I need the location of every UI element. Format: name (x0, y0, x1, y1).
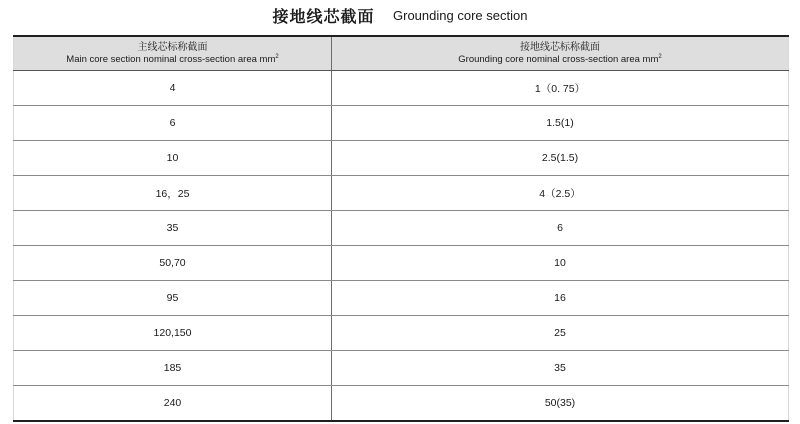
table-row (14, 106, 789, 141)
grounding-core-cell: 4（2.5） (332, 176, 789, 211)
header-main-core-english-text: Main core section nominal cross-section area mm (66, 53, 276, 65)
page-title-chinese: 接地线芯截面 (272, 7, 375, 26)
grounding-core-cell: 16 (332, 281, 789, 316)
header-main-core (14, 36, 332, 71)
header-row (14, 36, 789, 71)
main-core-cell: 240 (14, 386, 332, 422)
header-grounding-core-english (332, 54, 788, 66)
grounding-core-cell: 2.5(1.5) (332, 141, 789, 176)
header-main-core-english (14, 54, 331, 66)
header-main-core-unit-exponent: 2 (275, 53, 279, 60)
core-section-table (13, 35, 789, 422)
table-header (14, 36, 789, 71)
table-row (14, 71, 789, 106)
table-row (14, 141, 789, 176)
grounding-core-cell: 25 (332, 316, 789, 351)
grounding-core-cell: 35 (332, 351, 789, 386)
main-core-cell: 4 (14, 71, 332, 106)
table-row (14, 386, 789, 422)
table-row (14, 281, 789, 316)
main-core-cell: 95 (14, 281, 332, 316)
grounding-core-cell: 1（0. 75） (332, 71, 789, 106)
main-core-cell: 6 (14, 106, 332, 141)
table-row (14, 351, 789, 386)
grounding-core-cell: 10 (332, 246, 789, 281)
main-core-cell: 16，25 (14, 176, 332, 211)
table-row (14, 246, 789, 281)
grounding-core-cell: 6 (332, 211, 789, 246)
main-core-cell: 35 (14, 211, 332, 246)
header-grounding-core-unit-exponent: 2 (658, 53, 662, 60)
main-core-cell: 10 (14, 141, 332, 176)
page-title-english: Grounding core section (393, 8, 528, 23)
table-row (14, 211, 789, 246)
grounding-core-cell: 1.5(1) (332, 106, 789, 141)
header-grounding-core-chinese: 接地线芯标称截面 (520, 41, 600, 53)
table-row (14, 176, 789, 211)
page-title (0, 4, 800, 28)
table-row (14, 316, 789, 351)
header-grounding-core (332, 36, 789, 71)
main-core-cell: 185 (14, 351, 332, 386)
main-core-cell: 50,70 (14, 246, 332, 281)
table-body (14, 71, 789, 422)
grounding-core-cell: 50(35) (332, 386, 789, 422)
main-core-cell: 120,150 (14, 316, 332, 351)
header-main-core-chinese: 主线芯标称截面 (137, 41, 208, 53)
header-grounding-core-english-text: Grounding core nominal cross-section area mm (458, 53, 659, 65)
